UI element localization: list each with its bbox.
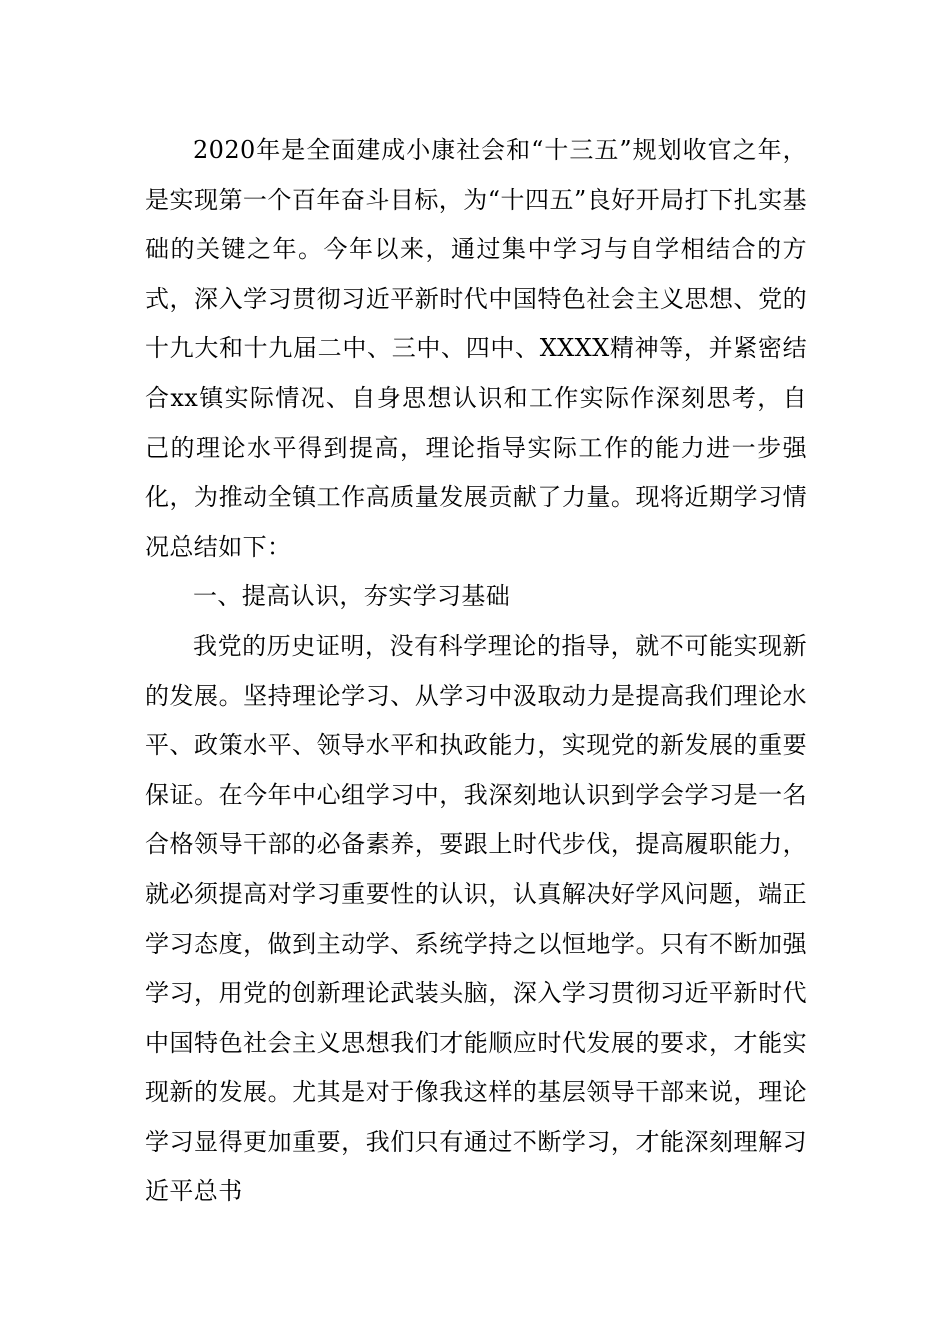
section-heading: 一、提高认识，夯实学习基础 <box>193 582 511 611</box>
intro-paragraph: 2020年是全面建成小康社会和“十三五”规划收官之年，是实现第一个百年奋斗目标，为“十四五”良好开局打下扎实基础的关键之年。今年以来，通过集中学习与自学相结合的方式，深入学习贯彻习近平新时代中国特色社会主义思想、党的十九大和十九届二中、三中、四中、XXXX精神等，并紧密结合xx镇实际情况、自身思想认识和工作实际作深刻思考，自己的理论水平得到提高，理论指导实际工作的能力进一步强化，为推动全镇工作高质量发展贡献了力量。现将近期学习情况总结如下： <box>145 136 807 561</box>
section-paragraph: 我党的历史证明，没有科学理论的指导，就不可能实现新的发展。坚持理论学习、从学习中汲取动力是提高我们理论水平、政策水平、领导水平和执政能力，实现党的新发展的重要保证。在今年中心组学习中，我深刻地认识到学会学习是一名合格领导干部的必备素养，要跟上时代步伐，提高履职能力，就必须提高对学习重要性的认识，认真解决好学风问题，端正学习态度，做到主动学、系统学持之以恒地学。只有不断加强学习，用党的创新理论武装头脑，深入学习贯彻习近平新时代中国特色社会主义思想我们才能顺应时代发展的要求，才能实现新的发展。尤其是对于像我这样的基层领导干部来说，理论学习显得更加重要，我们只有通过不断学习，才能深刻理解习近平总书 <box>145 631 807 1206</box>
document-body <box>145 126 807 1217</box>
